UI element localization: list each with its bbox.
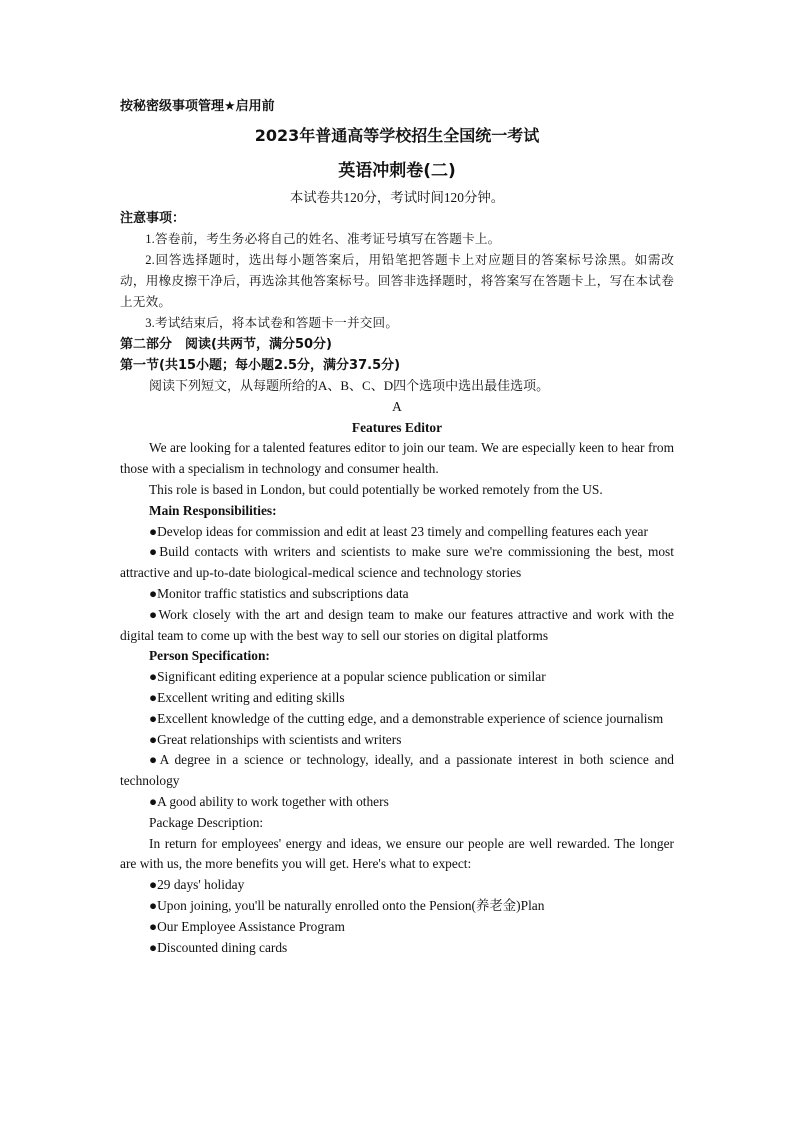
passage-letter: A	[392, 398, 402, 414]
passage-a	[120, 397, 674, 959]
note-item-3: 3.考试结束后，将本试卷和答题卡一并交回。	[145, 316, 399, 330]
exam-info: 本试卷共120分，考试时间120分钟。	[289, 190, 505, 205]
package-item: ●Discounted dining cards	[149, 939, 288, 955]
instruction-text: 阅读下列短文，从每题所给的A、B、C、D四个选项中选出最佳选项。	[149, 378, 550, 393]
paper-title: 英语冲刺卷(二)	[338, 161, 456, 181]
responsibilities-heading: Main Responsibilities:	[149, 502, 277, 518]
responsibility-item: ●Work closely with the art and design team to make our features attractive and work with the digital team to come up with the best way to sell our stories on digital platforms	[120, 606, 674, 643]
exam-title: 2023年普通高等学校招生全国统一考试	[254, 126, 540, 145]
intro-paragraph: This role is based in London, but could potentially be worked remotely from the US.	[149, 481, 603, 497]
person-item: ●Great relationships with scientists and writers	[149, 731, 402, 747]
notes-heading: 注意事项：	[120, 211, 186, 226]
package-item: ●29 days' holiday	[149, 877, 245, 893]
exam-page	[120, 96, 674, 958]
person-item: ●A degree in a science or technology, ideally, and a passionate interest in both science and technology	[120, 752, 674, 789]
person-item: ●Significant editing experience at a popular science publication or similar	[149, 669, 546, 685]
part-heading: 第二部分 阅读(共两节，满分50分)	[120, 337, 332, 352]
responsibility-item: ●Monitor traffic statistics and subscriptions data	[149, 585, 409, 601]
intro-paragraph: We are looking for a talented features editor to join our team. We are especially keen to hear from those with a specialism in technology and consumer health.	[120, 440, 674, 477]
secret-label: 按秘密级事项管理★启用前	[120, 99, 275, 114]
package-item: ●Upon joining, you'll be naturally enrolled onto the Pension(养老金)Plan	[149, 897, 545, 913]
person-heading: Person Specification:	[149, 648, 270, 664]
note-item-1: 1.答卷前，考生务必将自己的姓名、准考证号填写在答题卡上。	[145, 232, 501, 246]
responsibility-item: ●Develop ideas for commission and edit at least 23 timely and compelling features each year	[149, 523, 648, 539]
note-item-2: 2.回答选择题时，选出每小题答案后，用铅笔把答题卡上对应题目的答案标号涂黑。如需改动，用橡皮擦干净后，再选涂其他答案标号。回答非选择题时，将答案写在答题卡上，写在本试卷上无效。	[120, 253, 674, 309]
person-item: ●Excellent writing and editing skills	[149, 689, 345, 705]
subsection-heading: 第一节(共15小题；每小题2.5分，满分37.5分)	[120, 358, 401, 373]
passage-title: Features Editor	[351, 419, 443, 435]
package-item: ●Our Employee Assistance Program	[149, 918, 345, 934]
package-heading: Package Description:	[149, 814, 264, 830]
person-item: ●Excellent knowledge of the cutting edge, and a demonstrable experience of science journalism	[149, 710, 664, 726]
person-item: ●A good ability to work together with others	[149, 793, 389, 809]
package-intro: In return for employees' energy and ideas, we ensure our people are well rewarded. The longer are with us, the more benefits you will get. Here's what to expect:	[120, 835, 674, 872]
responsibility-item: ●Build contacts with writers and scientists to make sure we're commissioning the best, most attractive and up-to-date biological-medical science and technology stories	[120, 544, 674, 581]
